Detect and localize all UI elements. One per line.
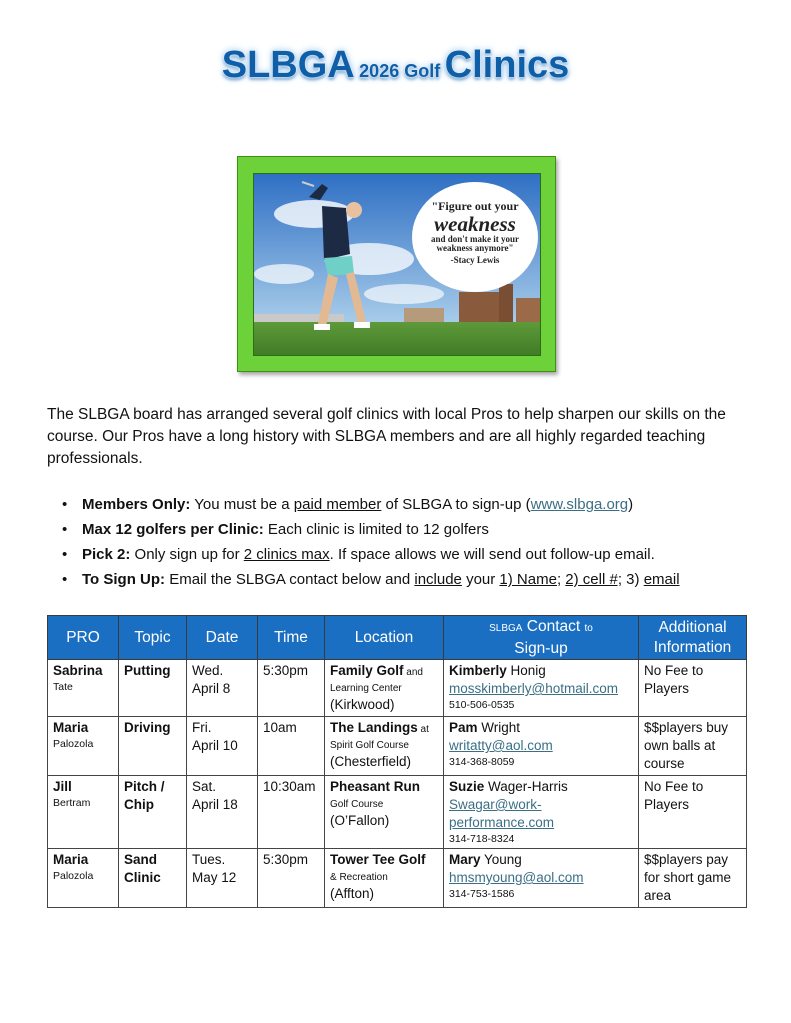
cell-date: [187, 849, 258, 908]
header-contact-signup: Sign-up: [514, 639, 568, 657]
rule-max-label: Max 12 golfers per Clinic:: [82, 521, 264, 538]
cell-topic: Driving: [119, 717, 187, 776]
cell-info: No Fee to Players: [639, 776, 747, 849]
contact-first-name: Mary: [449, 852, 481, 867]
contact-phone: 314-368-8059: [449, 756, 515, 768]
contact-last-name: Honig: [506, 663, 546, 678]
rule-signup-text3: ;: [556, 571, 566, 588]
quote-line2: weakness: [434, 211, 516, 236]
rule-pick-max: 2 clinics max: [243, 546, 330, 563]
rule-max: [62, 517, 762, 542]
rule-signup-text4: 3): [622, 571, 644, 588]
location-city: (Kirkwood): [330, 697, 395, 712]
header-info-line1: Additional: [658, 618, 727, 636]
cell-info: No Fee to Players: [639, 660, 747, 717]
table-row: [48, 660, 747, 717]
cell-date: [187, 717, 258, 776]
contact-email-link[interactable]: writatty@aol.com: [449, 738, 553, 753]
rule-pick-text1: Only sign up for: [130, 546, 244, 563]
rule-pick-label: Pick 2:: [82, 546, 131, 563]
contact-email-link[interactable]: mosskimberly@hotmail.com: [449, 681, 618, 696]
pro-last-name: Bertram: [53, 797, 91, 809]
location-city: (Affton): [330, 886, 375, 901]
rule-pick: [62, 542, 762, 567]
rule-members-paid: paid member: [293, 496, 382, 513]
rule-pick-text2: . If space allows we will send out follow-up email.: [329, 546, 655, 563]
header-topic: Topic: [119, 616, 187, 660]
clinics-table: [47, 615, 747, 908]
table-row: [48, 776, 747, 849]
cell-time: 10:30am: [258, 776, 325, 849]
cell-pro: [48, 717, 119, 776]
pro-last-name: Palozola: [53, 738, 94, 750]
cell-location: [325, 717, 444, 776]
table-header-row: [48, 616, 747, 660]
date-day: Tues.: [192, 852, 226, 867]
contact-first-name: Suzie: [449, 779, 485, 794]
date-day: Wed.: [192, 663, 224, 678]
header-pro: PRO: [48, 616, 119, 660]
quote-bubble: [412, 182, 538, 292]
location-detail: & Recreation: [330, 872, 388, 883]
contact-phone: 314-718-8324: [449, 833, 515, 845]
rule-signup-email: email: [643, 571, 680, 588]
photo-frame: [237, 156, 556, 372]
rule-max-text: Each clinic is limited to 12 golfers: [263, 521, 489, 538]
title-part1: SLBGA: [221, 44, 355, 86]
intro-paragraph: The SLBGA board has arranged several golf clinics with local Pros to help sharpen our skills on the course. Our Pros have a long history with SLBGA members and are all highly regarded teaching professionals.: [47, 406, 726, 467]
header-info-line2: Information: [653, 638, 732, 656]
contact-last-name: Wright: [477, 720, 521, 735]
pro-first-name: Sabrina: [53, 663, 103, 678]
header-contact-to: to: [584, 622, 593, 634]
contact-phone: 510-506-0535: [449, 699, 515, 711]
contact-phone: 314-753-1586: [449, 888, 515, 900]
golfer-photo: [253, 173, 541, 356]
location-name: Pheasant Run: [330, 779, 421, 794]
pro-first-name: Maria: [53, 852, 89, 867]
date-value: April 10: [192, 738, 238, 753]
header-time: Time: [258, 616, 325, 660]
rule-signup: [62, 567, 762, 592]
cell-contact: [444, 776, 639, 849]
cell-pro: [48, 776, 119, 849]
date-value: April 8: [192, 681, 231, 696]
rule-members: [62, 492, 762, 517]
cell-contact: [444, 717, 639, 776]
quote-author: -Stacy Lewis: [450, 254, 500, 265]
header-contact-word: Contact: [526, 617, 581, 635]
rule-signup-name: 1) Name: [499, 571, 557, 588]
cell-time: 5:30pm: [258, 660, 325, 717]
title-part2: 2026 Golf: [359, 61, 441, 81]
location-name: The Landings: [330, 720, 418, 735]
cell-topic: Pitch / Chip: [119, 776, 187, 849]
cell-pro: [48, 660, 119, 717]
contact-last-name: Wager-Harris: [484, 779, 568, 794]
quote-line1: "Figure out your: [431, 199, 519, 213]
cell-date: [187, 660, 258, 717]
contact-email-link[interactable]: Swagar@work-performance.com: [449, 797, 555, 830]
date-value: May 12: [192, 870, 237, 885]
rule-members-text2: of SLBGA to sign-up (: [381, 496, 531, 513]
cell-pro: [48, 849, 119, 908]
cell-location: [325, 660, 444, 717]
cell-topic: Sand Clinic: [119, 849, 187, 908]
location-city: (Chesterfield): [330, 754, 412, 769]
date-day: Sat.: [192, 779, 217, 794]
header-contact: [444, 616, 639, 660]
cell-contact: [444, 849, 639, 908]
contact-email-link[interactable]: hmsmyoung@aol.com: [449, 870, 584, 885]
cell-info: $$players buy own balls at course: [639, 717, 747, 776]
rule-signup-text2: your: [461, 571, 500, 588]
date-value: April 18: [192, 797, 238, 812]
header-info: [639, 616, 747, 660]
pro-first-name: Jill: [53, 779, 72, 794]
website-link[interactable]: www.slbga.org: [530, 496, 629, 513]
contact-first-name: Kimberly: [449, 663, 507, 678]
cell-date: [187, 776, 258, 849]
location-detail: Golf Course: [330, 799, 384, 810]
location-city: (O’Fallon): [330, 813, 390, 828]
location-name: Tower Tee Golf: [330, 852, 426, 867]
cell-location: [325, 849, 444, 908]
location-detail: Learning Center: [330, 683, 402, 694]
cell-contact: [444, 660, 639, 717]
quote-line3: and don't make it your: [430, 233, 519, 244]
rule-members-text1: You must be a: [190, 496, 294, 513]
rule-members-text3: ): [628, 496, 634, 513]
header-location: Location: [325, 616, 444, 660]
cell-info: $$players pay for short game area: [639, 849, 747, 908]
location-name: Family Golf: [330, 663, 404, 678]
location-inline: at: [417, 724, 429, 735]
rules-list: [62, 492, 762, 592]
rule-signup-include: include: [414, 571, 462, 588]
cell-time: 10am: [258, 717, 325, 776]
table-row: [48, 849, 747, 908]
cell-location: [325, 776, 444, 849]
contact-last-name: Young: [480, 852, 522, 867]
rule-signup-label: To Sign Up:: [82, 571, 166, 588]
rule-members-label: Members Only:: [82, 496, 191, 513]
quote-line4: weakness anymore": [436, 243, 514, 254]
pro-first-name: Maria: [53, 720, 89, 735]
cell-time: 5:30pm: [258, 849, 325, 908]
header-contact-slbga: SLBGA: [489, 622, 523, 634]
page-title: [0, 44, 791, 87]
pro-last-name: Tate: [53, 681, 73, 693]
date-day: Fri.: [192, 720, 212, 735]
cell-topic: Putting: [119, 660, 187, 717]
rule-signup-text1: Email the SLBGA contact below and: [165, 571, 415, 588]
rule-signup-cell: 2) cell #;: [565, 571, 622, 588]
contact-first-name: Pam: [449, 720, 478, 735]
location-detail: Spirit Golf Course: [330, 740, 409, 751]
location-inline: and: [403, 667, 423, 678]
header-date: Date: [187, 616, 258, 660]
pro-last-name: Palozola: [53, 870, 94, 882]
table-row: [48, 717, 747, 776]
title-part3: Clinics: [444, 44, 570, 86]
